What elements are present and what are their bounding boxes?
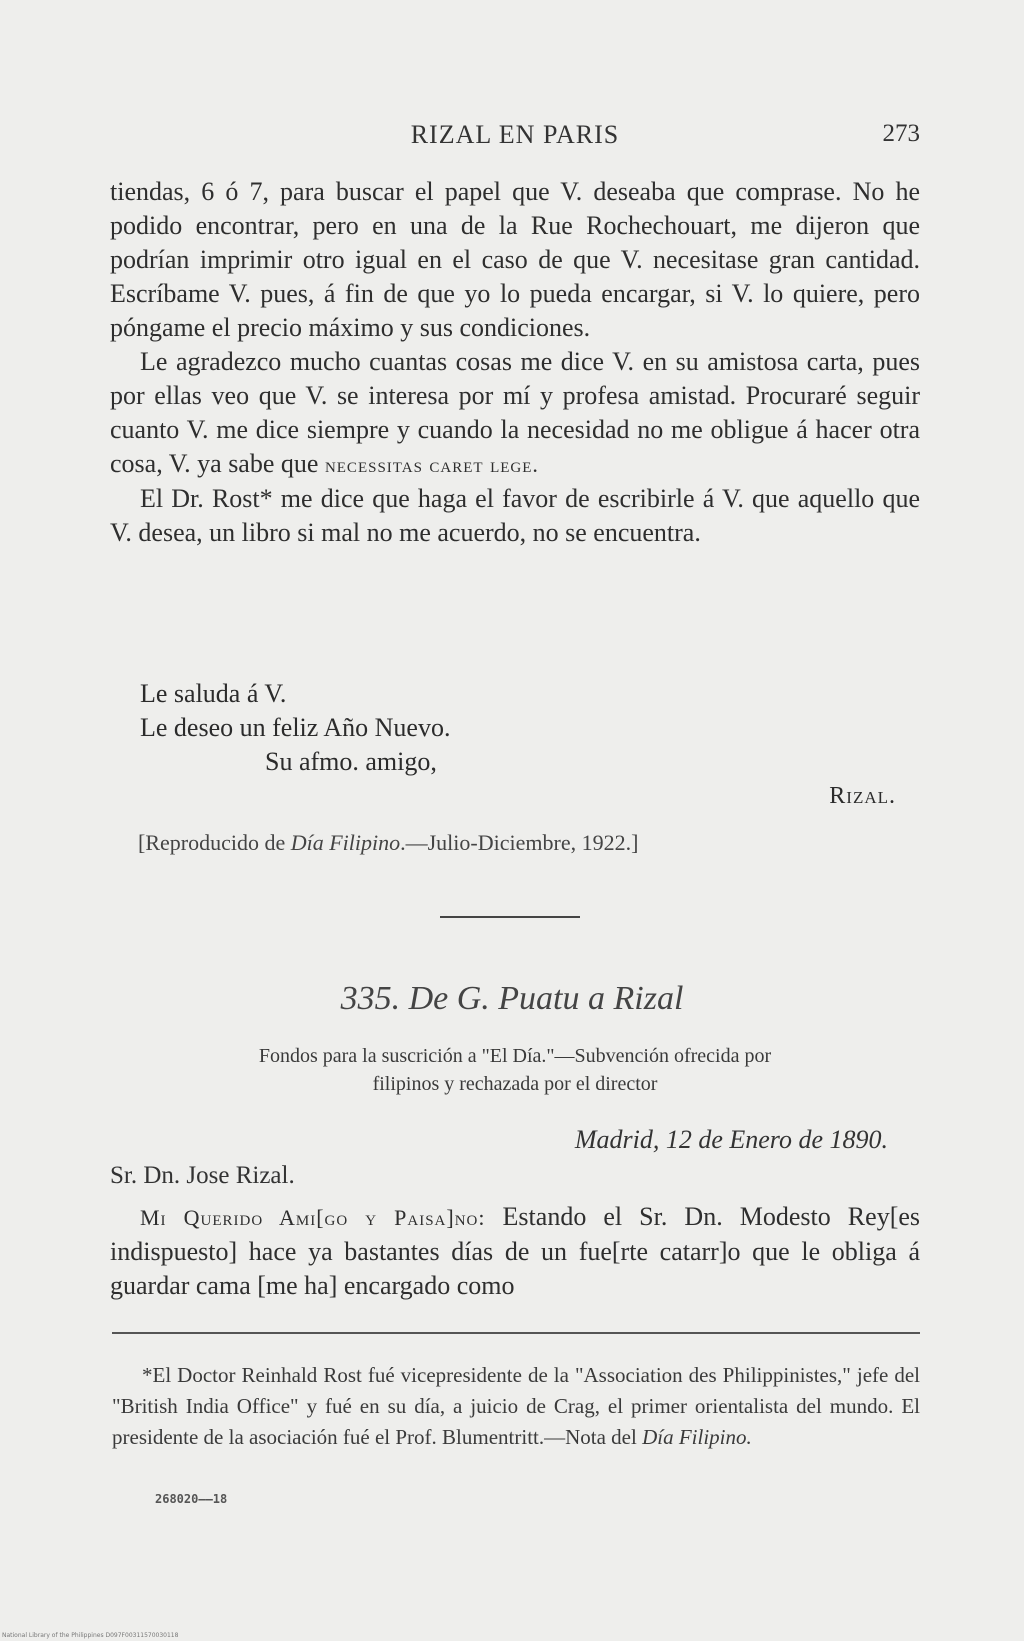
letter-335-body (110, 1200, 920, 1303)
paragraph-3: El Dr. Rost* me dice que haga el favor de escribirle á V. que aquello que V. desea, un libro si mal no me acuerdo, no se encuentra. (110, 484, 920, 547)
dateline: Madrid, 12 de Enero de 1890. (574, 1125, 888, 1154)
summary-line-1: Fondos para la suscrición a "El Día."—Subvención ofrecida por (258, 1045, 772, 1067)
letter-334-body (110, 175, 920, 550)
printer-signature-mark: 268020——18 (155, 1492, 228, 1506)
signoff: Su afmo. amigo, (265, 747, 437, 776)
archive-stamp: National Library of the Philippines D097F00311570030118 (2, 1632, 179, 1639)
paragraph-2-text: Le agradezco mucho cuantas cosas me dice V. en su amistosa carta, pues por ellas veo que V. se interesa por mí y profesa amistad. Procuraré seguir cuanto V. me dice siempre y cuando la necesidad no me obligue á hacer otra cosa, V. ya sabe que (110, 347, 920, 478)
running-title: RIZAL EN PARIS (410, 120, 620, 149)
source-title: Día Filipino (290, 830, 401, 855)
source-suffix: .—Julio-Diciembre, 1922.] (400, 830, 639, 855)
footnote-body: *El Doctor Reinhald Rost fué vicepresidente de la "Association des Philippinistes," jefe del "British India Office" y fué en su día, a juicio de Crag, el primer orientalista del mundo. El presidente de la asociación fué el Prof. Blumentritt.—Nota del (112, 1363, 920, 1449)
addressee: Sr. Dn. Jose Rizal. (110, 1162, 295, 1189)
running-head (110, 120, 920, 156)
paragraph-1: tiendas, 6 ó 7, para buscar el papel que V. deseaba que comprase. No he podido encontrar, pero en una de la Rue Rochechouart, me dijeron que podrían imprimir otro igual en el caso de que V. necesitase gran cantidad. Escríbame V. pues, á fin de que yo lo pueda encargar, si V. lo quiere, pero póngame el precio máximo y sus condiciones. (110, 177, 920, 342)
section-divider (440, 916, 580, 918)
letter-summary (130, 1042, 900, 1098)
footnote (112, 1360, 920, 1453)
closing-wish: Le deseo un feliz Año Nuevo. (140, 713, 451, 742)
source-prefix: [Reproducido de (138, 830, 291, 855)
salutation: Mi Querido Ami[go y Paisa]no: (140, 1205, 486, 1230)
page-number: 273 (882, 120, 920, 147)
paragraph-2 (110, 345, 920, 482)
closing-greeting: Le saluda á V. (140, 679, 287, 708)
source-note (138, 830, 638, 856)
letter-335-text: Estando el Sr. Dn. Modesto Rey[es indispuesto] hace ya bastantes días de un fue[rte catarr]o que le obliga á guardar cama [me ha] encargado como (110, 1202, 921, 1300)
footnote-text (112, 1360, 920, 1453)
letter-heading: 335. De G. Puatu a Rizal (340, 980, 684, 1017)
latin-phrase: necessitas caret lege. (324, 452, 539, 477)
footnote-rule (112, 1332, 920, 1334)
footnote-source: Día Filipino. (642, 1425, 752, 1449)
letter-335-paragraph (110, 1200, 920, 1303)
signature: Rizal. (829, 783, 896, 809)
summary-line-2: filipinos y rechazada por el director (372, 1073, 658, 1095)
